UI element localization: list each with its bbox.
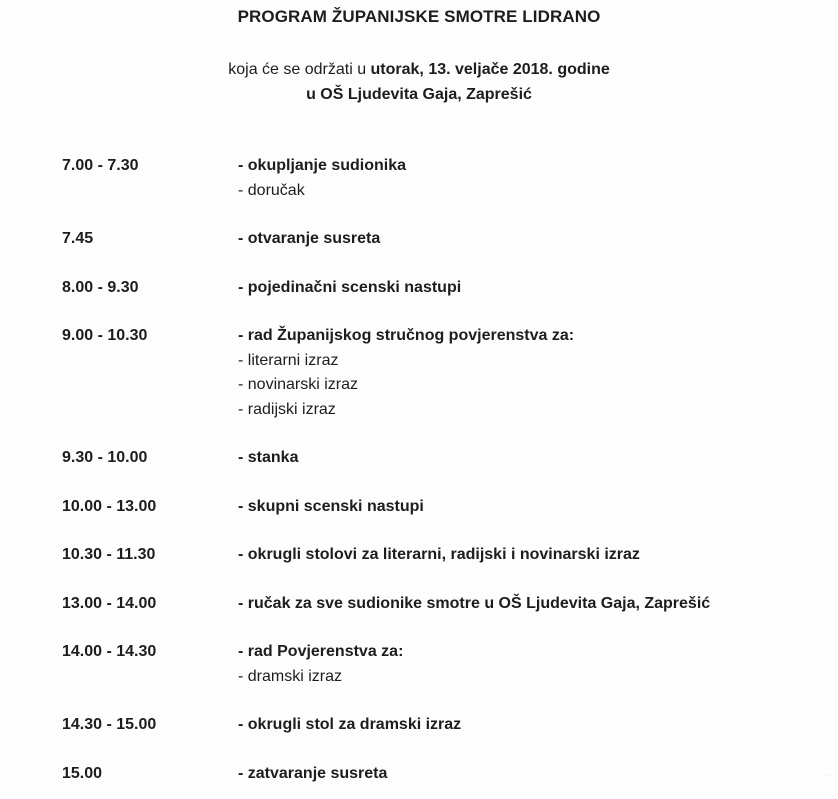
schedule-activity: - ručak za sve sudionike smotre u OŠ Ljudevita Gaja, Zaprešić — [238, 594, 711, 612]
schedule-entry — [62, 592, 822, 617]
schedule-time: 9.30 - 10.00 — [62, 449, 148, 466]
document-title: PROGRAM ŽUPANIJSKE SMOTRE LIDRANO — [237, 7, 601, 26]
schedule-row — [62, 543, 822, 568]
schedule-activity-group — [238, 762, 822, 787]
schedule-entry — [62, 543, 822, 568]
schedule-time: 8.00 - 9.30 — [62, 278, 139, 296]
schedule-entry — [62, 324, 822, 422]
schedule-row — [62, 154, 822, 203]
schedule-time: 14.30 - 15.00 — [62, 716, 157, 733]
schedule-entry — [62, 446, 822, 471]
schedule-time: 14.00 - 14.30 — [62, 643, 157, 660]
schedule-list — [62, 154, 822, 786]
scan-artifact: · · — [825, 772, 832, 779]
schedule-activity-group — [238, 713, 822, 738]
schedule-time: 9.00 - 10.30 — [62, 327, 148, 344]
schedule-time: 10.30 - 11.30 — [62, 546, 156, 563]
event-date: utorak, 13. veljače 2018. godine — [370, 61, 610, 78]
schedule-activity-group — [238, 640, 822, 689]
schedule-activity-group — [238, 446, 822, 471]
schedule-activity: - stanka — [238, 449, 299, 466]
schedule-row — [62, 324, 822, 422]
schedule-row — [62, 276, 822, 301]
schedule-activity-group — [238, 227, 822, 252]
schedule-sub-item: - literarni izraz — [238, 351, 339, 369]
schedule-activity: - pojedinačni scenski nastupi — [238, 278, 462, 296]
event-date-prefix: koja će se održati u — [228, 61, 371, 78]
schedule-activity: - rad Povjerenstva za: — [238, 643, 404, 660]
schedule-activity-group — [238, 324, 822, 422]
schedule-entry — [62, 227, 822, 252]
schedule-row — [62, 592, 822, 617]
schedule-entry — [62, 495, 822, 520]
schedule-row — [62, 446, 822, 471]
schedule-row — [62, 227, 822, 252]
schedule-entry — [62, 713, 822, 738]
schedule-time: 15.00 — [62, 764, 103, 782]
event-venue: u OŠ Ljudevita Gaja, Zaprešić — [306, 86, 532, 103]
schedule-sub-item: - dramski izraz — [238, 667, 343, 685]
schedule-row — [62, 713, 822, 738]
schedule-activity: - rad Županijskog stručnog povjerenstva za: — [238, 327, 575, 344]
schedule-time: 10.00 - 13.00 — [62, 497, 157, 515]
schedule-row — [62, 495, 822, 520]
schedule-sub-item: - radijski izraz — [238, 400, 336, 418]
schedule-activity-group — [238, 592, 822, 617]
schedule-entry — [62, 762, 822, 787]
schedule-activity-group — [238, 495, 822, 520]
schedule-activity: - zatvaranje susreta — [238, 764, 388, 782]
schedule-entry — [62, 640, 822, 689]
schedule-time: 7.45 — [62, 230, 94, 247]
schedule-activity-group — [238, 154, 822, 203]
schedule-time: 7.00 - 7.30 — [62, 157, 139, 174]
schedule-entry — [62, 276, 822, 301]
schedule-activity: - okrugli stolovi za literarni, radijski i novinarski izraz — [238, 546, 640, 563]
schedule-sub-item: - doručak — [238, 181, 305, 199]
schedule-activity-group — [238, 543, 822, 568]
schedule-activity: - okupljanje sudionika — [238, 157, 407, 174]
schedule-entry — [62, 154, 822, 203]
schedule-activity: - otvaranje susreta — [238, 230, 381, 247]
event-date-line — [0, 61, 838, 79]
schedule-activity-group — [238, 276, 822, 301]
schedule-sub-item: - novinarski izraz — [238, 376, 359, 393]
schedule-activity: - okrugli stol za dramski izraz — [238, 716, 462, 733]
schedule-row — [62, 640, 822, 689]
schedule-time: 13.00 - 14.00 — [62, 594, 157, 612]
schedule-row — [62, 762, 822, 787]
schedule-activity: - skupni scenski nastupi — [238, 497, 424, 515]
